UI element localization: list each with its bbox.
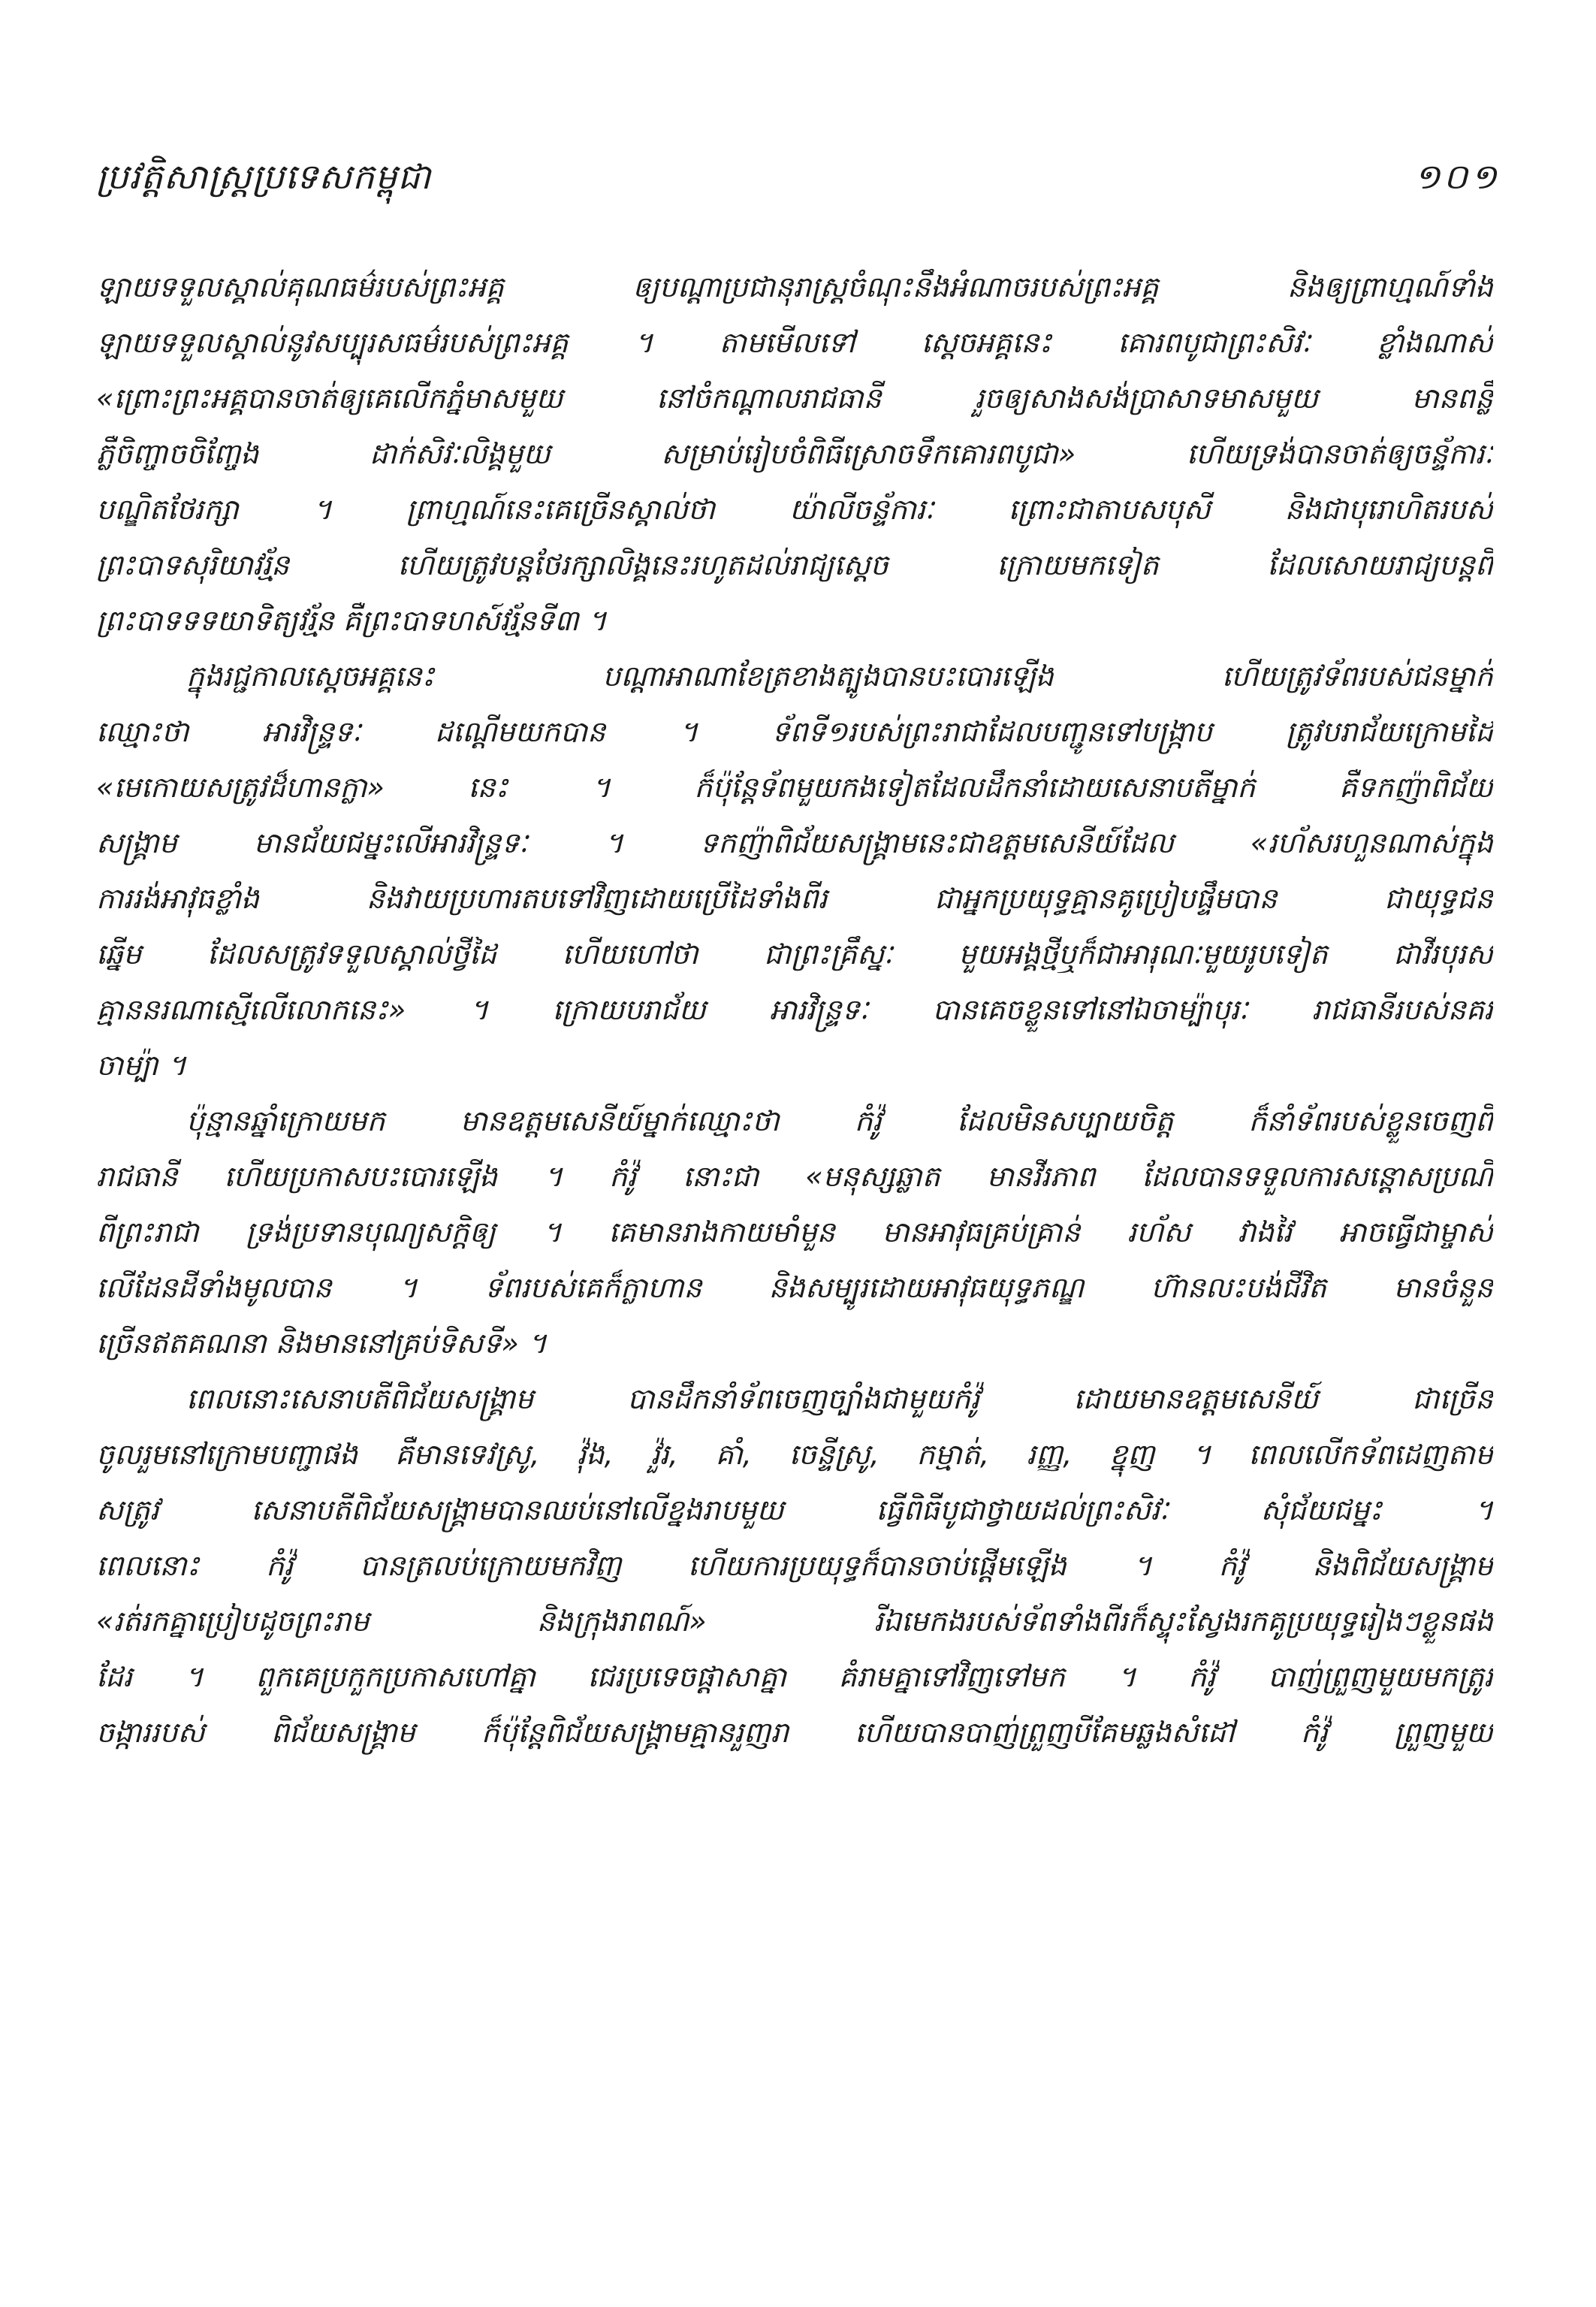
body-line: ឆ្នើម ដែលសត្រូវទទួលស្គាល់ថ្វីដៃ ហើយហៅថា ជាព្រះគ្រឹស្នៈ មួយអង្គថ្មីឬក៏ជាអារុណៈមួយរូបទៀត ជាវីរបុរស <box>96 938 1493 971</box>
running-header <box>96 150 1500 210</box>
body-line: បណ្ឌិតថែរក្សា ។ ព្រាហ្មណ៍នេះគេច្រើនស្គាល់ថា យ៉ាលីចន្ទ័ការៈ ព្រោះជាតាបសបុសី និងជាបុរោហិតរបស់ <box>96 493 1493 526</box>
body-line: ពីព្រះរាជា ទ្រង់ប្រទានបុណ្យសក្តិឲ្យ ។ គេមានរាងកាយមាំមួន មានអាវុធគ្រប់គ្រាន់ រហ័ស វាងវៃ អាចធ្វើជាម្ចាស់ <box>96 1215 1493 1249</box>
body-line: ព្រះបាទទទយាទិត្យវរ្ម័ន គឺព្រះបាទហស៍វរ្ម័នទី៣ ។ <box>96 604 607 637</box>
page-number: ១០១ <box>1413 156 1500 197</box>
body-line: ដែរ ។ ពួកគេប្រកួកប្រកាសហៅគ្នា ជេរប្រទេចផ្ដាសាគ្នា គំរាមគ្នាទៅវិញទៅមក ។ កំវ៉ូ បាញ់ព្រួញមួយមកត្រូវ <box>96 1660 1493 1693</box>
paragraph-first-line: ពេលនោះសេនាបតីពិជ័យសង្គ្រាម បានដឹកនាំទ័ពចេញច្បាំងជាមួយកំវ៉ូ ដោយមានឧត្ដមសេនីយ៍ ជាច្រើន <box>186 1382 1493 1415</box>
running-title: ប្រវត្តិសាស្ត្រប្រទេសកម្ពុជា <box>96 156 432 197</box>
body-text <box>96 259 1493 1760</box>
paragraph-first-line: ប៉ុន្មានឆ្នាំក្រោយមក មានឧត្ដមសេនីយ៍ម្នាក់ឈ្មោះថា កំវ៉ូ ដែលមិនសប្បាយចិត្ត ក៏នាំទ័ពរបស់ខ្លួនចេញពី <box>186 1104 1493 1137</box>
body-line: គ្មាននរណាស្មើលើលោកនេះ» ។ ក្រោយបរាជ័យ អារវិន្ទ្រទៈ បានគេចខ្លួនទៅនៅឯចាម្ប៉ាបុរៈ រាជធានីរបស់នគរ <box>96 993 1493 1026</box>
body-line: «ព្រោះព្រះអគ្គបានចាត់ឲ្យគេលើកភ្នំមាសមួយ នៅចំកណ្ដាលរាជធានី រួចឲ្យសាងសង់ប្រាសាទមាសមួយ មានពន្លឺ <box>96 382 1493 415</box>
body-line: សង្គ្រាម មានជ័យជម្នះលើអារវិន្ទ្រទៈ ។ ទកញ៉ាពិជ័យសង្គ្រាមនេះជាឧត្ដមសេនីយ៍ដែល «រហ័សរហួនណាស់ក្នុង <box>96 826 1493 859</box>
body-line: ឡាយទទួលស្គាល់គុណធម៌របស់ព្រះអគ្គ ឲ្យបណ្ដាប្រជានុរាស្ត្រចំណុះនឹងអំណាចរបស់ព្រះអគ្គ និងឲ្យព្រាហ្មណ៍ទាំង <box>96 270 1493 303</box>
paragraph-first-line: ក្នុងរជ្ជកាលស្ដេចអគ្គនេះ បណ្ដាអាណាខែត្រខាងត្បូងបានបះបោរឡើង ហើយត្រូវទ័ពរបស់ជនម្នាក់ <box>186 660 1493 693</box>
body-line: ច្រើនឥតគណនា និងមាននៅគ្រប់ទិសទី» ។ <box>96 1327 547 1360</box>
body-line: ការរង់អាវុធខ្លាំង និងវាយប្រហារតបទៅវិញដោយប្រើដៃទាំងពីរ ជាអ្នកប្រយុទ្ធគ្មានគូប្រៀបផ្ទឹមបាន ជាយុទ្ធជន <box>96 882 1493 915</box>
body-line: ឡាយទទួលស្គាល់នូវសប្បុរសធម៌របស់ព្រះអគ្គ ។ តាមមើលទៅ ស្ដេចអគ្គនេះ គោរពបូជាព្រះសិវៈ ខ្លាំងណាស់ <box>96 326 1493 359</box>
body-line: ព្រះបាទសុរិយាវរ្ម័ន ហើយត្រូវបន្តថែរក្សាលិង្គនេះរហូតដល់រាជ្យស្ដេច ក្រោយមកទៀត ដែលសោយរាជ្យបន្តពី <box>96 548 1493 581</box>
body-line: ឈ្មោះថា អារវិន្ទ្រទៈ ដណ្ដើមយកបាន ។ ទ័ពទី១របស់ព្រះរាជាដែលបញ្ជូនទៅបង្ក្រាប ត្រូវបរាជ័យក្រោមដៃ <box>96 715 1493 748</box>
body-line: សត្រូវ សេនាបតីពិជ័យសង្គ្រាមបានឈប់នៅលើខ្នងរាបមួយ ធ្វើពិធីបូជាថ្វាយដល់ព្រះសិវៈ សុំជ័យជម្នះ ។ <box>96 1493 1493 1526</box>
body-line: ចូលរួមនៅក្រោមបញ្ជាផង គឺមានទេវស្រូ, វ៉ុង, វ៉ួរ, គាំ, ចេន្ទីស្រូ, កម្មាត់, រញ្ញ, ខ្នុញ ។ ពេលលើកទ័ពដេញតាម <box>96 1438 1493 1471</box>
body-line: «មេកោយសត្រូវដ៏ហានក្លា» នេះ ។ ក៏ប៉ុន្តែទ័ពមួយកងទៀតដែលដឹកនាំដោយសេនាបតីម្នាក់ គឺទកញ៉ាពិជ័យ <box>96 771 1493 804</box>
body-line: ចង្ការរបស់ ពិជ័យសង្គ្រាម ក៏ប៉ុន្តែពិជ័យសង្គ្រាមគ្មានរួញរា ហើយបានបាញ់ព្រួញបីគែមឆ្លងសំដៅ កំវ៉ូ ព្រួញមួយ <box>96 1716 1493 1749</box>
body-line: ពេលនោះ កំវ៉ូ បានត្រលប់ក្រោយមកវិញ ហើយការប្រយុទ្ធក៏បានចាប់ផ្ដើមឡើង ។ កំវ៉ូ និងពិជ័យសង្គ្រាម <box>96 1549 1493 1582</box>
body-line: រាជធានី ហើយប្រកាសបះបោរឡើង ។ កំវ៉ូ នោះជា «មនុស្សឆ្លាត មានវីរភាព ដែលបានទទួលការសន្ដោសប្រណី <box>96 1160 1493 1193</box>
body-line: ភ្លឺចិញ្ចាចចិញ្ចែង ដាក់សិវៈលិង្គមួយ សម្រាប់រៀបចំពិធីស្រោចទឹកគោរពបូជា» ហើយទ្រង់បានចាត់ឲ្យចន្ទ័ការៈ <box>96 437 1493 470</box>
body-line: «រត់រកគ្នាប្រៀបដូចព្រះរាម និងក្រុងរាពណ៍» រីឯមេកងរបស់ទ័ពទាំងពីរក៏ស្ទុះស្វែងរកគូប្រយុទ្ធរៀងៗខ្លួនផង <box>96 1605 1493 1638</box>
body-line: លើដែនដីទាំងមូលបាន ។ ទ័ពរបស់គេក៏ក្លាហាន និងសម្បូរដោយអាវុធយុទ្ធភណ្ឌ ហ៊ានលះបង់ជីវិត មានចំនួន <box>96 1271 1493 1304</box>
body-line: ចាម្ប៉ា ។ <box>96 1049 187 1082</box>
